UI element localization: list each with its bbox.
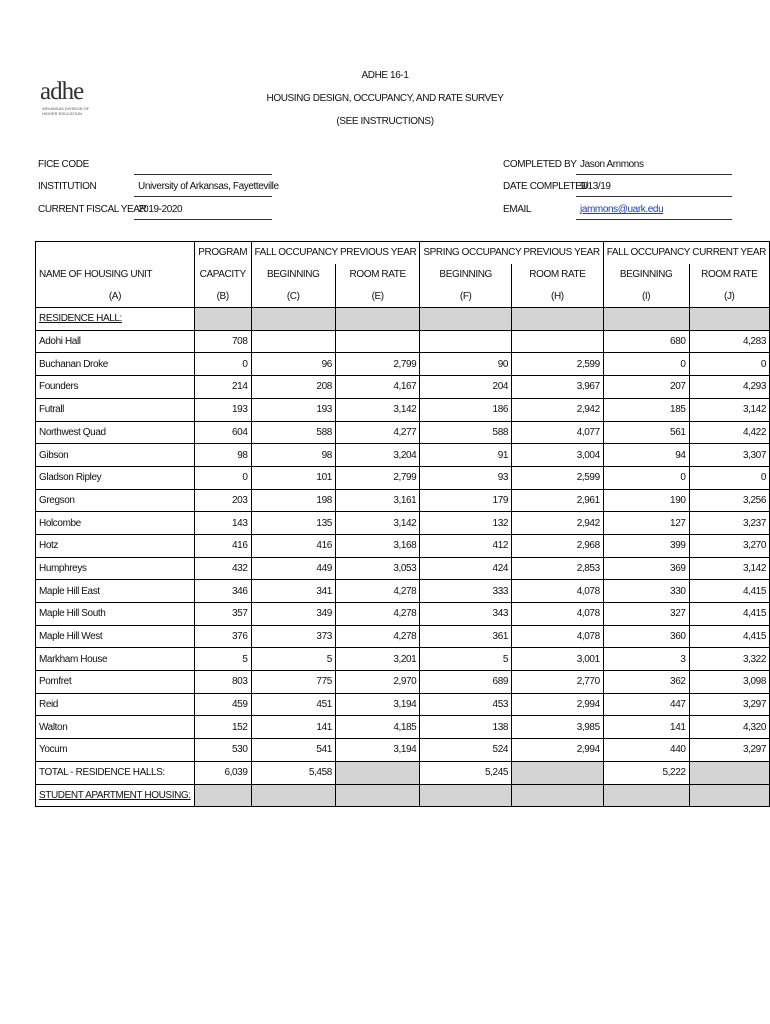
- fall-curr-beginning-cell: 362: [603, 671, 689, 694]
- fall-prev-room-rate-cell: 2,970: [335, 671, 419, 694]
- fall-curr-beginning-cell: 360: [603, 625, 689, 648]
- total-spring-prev-beginning: 5,245: [420, 761, 512, 784]
- spring-prev-beginning-cell: 424: [420, 557, 512, 580]
- table-row: [36, 603, 770, 626]
- fall-prev-beginning-cell: 135: [251, 512, 335, 535]
- fall-prev-room-rate-cell: 3,201: [335, 648, 419, 671]
- fall-prev-beginning-cell: 416: [251, 534, 335, 557]
- housing-unit-name: Futrall: [36, 398, 195, 421]
- fall-prev-header: FALL OCCUPANCY PREVIOUS YEAR: [251, 242, 420, 264]
- capacity-cell: 98: [194, 444, 251, 467]
- table-row: [36, 421, 770, 444]
- fall-prev-beginning-cell: 98: [251, 444, 335, 467]
- program-header: PROGRAM: [194, 242, 251, 264]
- completed-by-label: COMPLETED BY: [503, 159, 577, 170]
- fall-curr-room-rate-header: ROOM RATE: [689, 264, 769, 286]
- fall-curr-beginning-cell: 190: [603, 489, 689, 512]
- fall-curr-room-rate-cell: 3,322: [689, 648, 769, 671]
- fall-curr-room-rate-cell: 0: [689, 353, 769, 376]
- fall-prev-beginning-cell: 349: [251, 603, 335, 626]
- fall-curr-beginning-cell: 680: [603, 330, 689, 353]
- institution-label: INSTITUTION: [38, 181, 97, 192]
- completed-by-underline: [576, 174, 732, 175]
- fall-curr-header: FALL OCCUPANCY CURRENT YEAR: [603, 242, 769, 264]
- shaded-cell: [512, 761, 604, 784]
- shaded-cell: [689, 761, 769, 784]
- fall-prev-room-rate-cell: 2,799: [335, 353, 419, 376]
- housing-unit-name: Hotz: [36, 534, 195, 557]
- spring-prev-room-rate-cell: 3,967: [512, 376, 604, 399]
- spring-prev-beginning-cell: 179: [420, 489, 512, 512]
- column-letter-row: [36, 285, 770, 307]
- spring-prev-room-rate-cell: 4,078: [512, 603, 604, 626]
- spring-prev-room-rate-cell: 2,942: [512, 512, 604, 535]
- column-letter: (A): [36, 285, 195, 307]
- housing-unit-name: Yocum: [36, 739, 195, 762]
- spring-prev-beginning-header: BEGINNING: [420, 264, 512, 286]
- column-letter: (I): [603, 285, 689, 307]
- fall-prev-room-rate-cell: 3,053: [335, 557, 419, 580]
- fall-curr-room-rate-cell: 4,422: [689, 421, 769, 444]
- spring-prev-room-rate-cell: 2,770: [512, 671, 604, 694]
- table-row: [36, 693, 770, 716]
- fall-prev-beginning-cell: 198: [251, 489, 335, 512]
- housing-unit-name: Buchanan Droke: [36, 353, 195, 376]
- spring-prev-beginning-cell: 333: [420, 580, 512, 603]
- housing-unit-name: Walton: [36, 716, 195, 739]
- fall-prev-room-rate-cell: 3,168: [335, 534, 419, 557]
- column-letter: (E): [335, 285, 419, 307]
- institution-underline: [134, 196, 272, 197]
- total-fall-prev-beginning: 5,458: [251, 761, 335, 784]
- shaded-cell: [194, 784, 251, 807]
- table-row: [36, 376, 770, 399]
- fall-prev-beginning-cell: 341: [251, 580, 335, 603]
- fall-curr-room-rate-cell: 3,098: [689, 671, 769, 694]
- apartment-section-label: STUDENT APARTMENT HOUSING:: [36, 784, 195, 807]
- spring-prev-beginning-cell: 204: [420, 376, 512, 399]
- fall-prev-beginning-cell: 208: [251, 376, 335, 399]
- fall-curr-room-rate-cell: 3,256: [689, 489, 769, 512]
- housing-unit-name: Northwest Quad: [36, 421, 195, 444]
- fall-prev-room-rate-cell: 4,278: [335, 625, 419, 648]
- spring-prev-beginning-cell: 361: [420, 625, 512, 648]
- sub-header-row: [36, 264, 770, 286]
- fall-curr-room-rate-cell: 4,283: [689, 330, 769, 353]
- total-fall-curr-beginning: 5,222: [603, 761, 689, 784]
- spring-prev-room-rate-cell: 4,077: [512, 421, 604, 444]
- fall-prev-room-rate-cell: 3,142: [335, 512, 419, 535]
- fiscal-year-underline: [134, 219, 272, 220]
- housing-unit-name: Pomfret: [36, 671, 195, 694]
- spring-prev-beginning-cell: 453: [420, 693, 512, 716]
- date-completed-label: DATE COMPLETED: [503, 181, 589, 192]
- shaded-cell: [251, 784, 335, 807]
- capacity-cell: 5: [194, 648, 251, 671]
- capacity-cell: 152: [194, 716, 251, 739]
- fall-curr-room-rate-cell: 3,297: [689, 739, 769, 762]
- fall-curr-beginning-cell: 447: [603, 693, 689, 716]
- total-capacity: 6,039: [194, 761, 251, 784]
- capacity-cell: 0: [194, 466, 251, 489]
- fall-curr-beginning-cell: 3: [603, 648, 689, 671]
- housing-unit-name: Maple Hill East: [36, 580, 195, 603]
- fall-prev-room-rate-cell: 4,167: [335, 376, 419, 399]
- spring-prev-beginning-cell: 588: [420, 421, 512, 444]
- fall-prev-beginning-cell: [251, 330, 335, 353]
- table-row: [36, 625, 770, 648]
- fice-code-label: FICE CODE: [38, 159, 89, 170]
- fice-code-underline: [134, 174, 272, 175]
- table-row: [36, 353, 770, 376]
- form-number: ADHE 16-1: [361, 70, 409, 81]
- fall-prev-beginning-cell: 5: [251, 648, 335, 671]
- fall-prev-room-rate-cell: 4,277: [335, 421, 419, 444]
- fall-curr-room-rate-cell: 4,415: [689, 580, 769, 603]
- spring-prev-room-rate-cell: 3,004: [512, 444, 604, 467]
- fall-curr-room-rate-cell: 3,142: [689, 398, 769, 421]
- fall-curr-beginning-cell: 94: [603, 444, 689, 467]
- capacity-cell: 203: [194, 489, 251, 512]
- fall-prev-beginning-cell: 541: [251, 739, 335, 762]
- spring-prev-room-rate-cell: 4,078: [512, 625, 604, 648]
- table-row: [36, 466, 770, 489]
- fall-curr-beginning-cell: 330: [603, 580, 689, 603]
- fall-curr-beginning-cell: 440: [603, 739, 689, 762]
- table-row: [36, 398, 770, 421]
- fall-curr-beginning-cell: 0: [603, 353, 689, 376]
- shaded-cell: [512, 308, 604, 331]
- fall-prev-room-rate-cell: 3,194: [335, 739, 419, 762]
- form-instructions-note: (SEE INSTRUCTIONS): [336, 116, 434, 127]
- table-row: [36, 512, 770, 535]
- spring-prev-room-rate-cell: 3,985: [512, 716, 604, 739]
- fall-prev-beginning-cell: 449: [251, 557, 335, 580]
- group-header-row: [36, 242, 770, 264]
- spring-prev-room-rate-cell: 2,599: [512, 353, 604, 376]
- fall-prev-beginning-cell: 373: [251, 625, 335, 648]
- spring-prev-room-rate-header: ROOM RATE: [512, 264, 604, 286]
- spring-prev-room-rate-cell: 2,942: [512, 398, 604, 421]
- fall-curr-beginning-cell: 207: [603, 376, 689, 399]
- housing-unit-name: Humphreys: [36, 557, 195, 580]
- fall-curr-beginning-cell: 399: [603, 534, 689, 557]
- capacity-cell: 214: [194, 376, 251, 399]
- shaded-cell: [689, 784, 769, 807]
- residence-hall-section-row: [36, 308, 770, 331]
- spring-prev-beginning-cell: 689: [420, 671, 512, 694]
- table-row: [36, 330, 770, 353]
- fall-prev-beginning-cell: 141: [251, 716, 335, 739]
- fall-curr-beginning-cell: 0: [603, 466, 689, 489]
- shaded-cell: [603, 784, 689, 807]
- email-label: EMAIL: [503, 204, 532, 215]
- table-row: [36, 580, 770, 603]
- fall-prev-room-rate-cell: 3,161: [335, 489, 419, 512]
- table-row: [36, 557, 770, 580]
- spring-prev-beginning-cell: 132: [420, 512, 512, 535]
- fiscal-year-value: 2019-2020: [138, 204, 183, 215]
- fall-curr-room-rate-cell: 4,293: [689, 376, 769, 399]
- fall-curr-beginning-header: BEGINNING: [603, 264, 689, 286]
- fall-curr-room-rate-cell: 0: [689, 466, 769, 489]
- column-letter: (B): [194, 285, 251, 307]
- logo-wordmark: adhe: [40, 78, 84, 105]
- date-completed-value: 9/13/19: [580, 181, 611, 192]
- shaded-cell: [251, 308, 335, 331]
- fall-prev-beginning-cell: 451: [251, 693, 335, 716]
- housing-unit-name: Gibson: [36, 444, 195, 467]
- capacity-header: CAPACITY: [194, 264, 251, 286]
- fall-curr-beginning-cell: 561: [603, 421, 689, 444]
- shaded-cell: [512, 784, 604, 807]
- fall-curr-room-rate-cell: 3,237: [689, 512, 769, 535]
- housing-survey-table: [35, 241, 770, 807]
- table-row: [36, 444, 770, 467]
- housing-unit-name: Reid: [36, 693, 195, 716]
- date-completed-underline: [576, 196, 732, 197]
- fall-prev-room-rate-cell: 4,185: [335, 716, 419, 739]
- spring-prev-beginning-cell: 186: [420, 398, 512, 421]
- capacity-cell: 193: [194, 398, 251, 421]
- form-title: HOUSING DESIGN, OCCUPANCY, AND RATE SURVEY: [266, 93, 504, 104]
- fall-prev-room-rate-cell: [335, 330, 419, 353]
- capacity-cell: 143: [194, 512, 251, 535]
- capacity-cell: 530: [194, 739, 251, 762]
- email-underline: [576, 219, 732, 220]
- fall-prev-room-rate-cell: 4,278: [335, 580, 419, 603]
- capacity-cell: 604: [194, 421, 251, 444]
- email-link[interactable]: jammons@uark.edu: [580, 204, 664, 215]
- fall-curr-room-rate-cell: 3,307: [689, 444, 769, 467]
- spring-prev-beginning-cell: 5: [420, 648, 512, 671]
- spring-prev-beginning-cell: 93: [420, 466, 512, 489]
- total-label: TOTAL - RESIDENCE HALLS:: [36, 761, 195, 784]
- fall-prev-room-rate-cell: 2,799: [335, 466, 419, 489]
- name-header: NAME OF HOUSING UNIT: [36, 264, 195, 286]
- housing-unit-name: Markham House: [36, 648, 195, 671]
- table-row: [36, 534, 770, 557]
- fall-curr-beginning-cell: 327: [603, 603, 689, 626]
- fall-prev-room-rate-cell: 3,142: [335, 398, 419, 421]
- capacity-cell: 376: [194, 625, 251, 648]
- fall-prev-room-rate-header: ROOM RATE: [335, 264, 419, 286]
- fall-curr-beginning-cell: 185: [603, 398, 689, 421]
- shaded-cell: [689, 308, 769, 331]
- spring-prev-room-rate-cell: [512, 330, 604, 353]
- spring-prev-beginning-cell: 524: [420, 739, 512, 762]
- housing-unit-name: Gregson: [36, 489, 195, 512]
- table-row: [36, 489, 770, 512]
- residence-hall-section-label: RESIDENCE HALL:: [36, 308, 195, 331]
- fall-prev-beginning-cell: 96: [251, 353, 335, 376]
- table-row: [36, 716, 770, 739]
- fall-curr-beginning-cell: 127: [603, 512, 689, 535]
- shaded-cell: [194, 308, 251, 331]
- fall-curr-beginning-cell: 369: [603, 557, 689, 580]
- fall-prev-beginning-cell: 193: [251, 398, 335, 421]
- housing-unit-name: Adohi Hall: [36, 330, 195, 353]
- shaded-cell: [335, 761, 419, 784]
- spring-prev-room-rate-cell: 4,078: [512, 580, 604, 603]
- capacity-cell: 708: [194, 330, 251, 353]
- spring-prev-room-rate-cell: 2,968: [512, 534, 604, 557]
- capacity-cell: 346: [194, 580, 251, 603]
- fall-prev-room-rate-cell: 3,194: [335, 693, 419, 716]
- spring-prev-beginning-cell: 343: [420, 603, 512, 626]
- spring-prev-room-rate-cell: 2,994: [512, 693, 604, 716]
- fall-curr-room-rate-cell: 4,415: [689, 603, 769, 626]
- capacity-cell: 432: [194, 557, 251, 580]
- spring-prev-beginning-cell: 90: [420, 353, 512, 376]
- fall-curr-room-rate-cell: 3,297: [689, 693, 769, 716]
- total-row: [36, 761, 770, 784]
- institution-value: University of Arkansas, Fayetteville: [138, 181, 279, 192]
- completed-by-value: Jason Ammons: [580, 159, 644, 170]
- spring-prev-beginning-cell: 138: [420, 716, 512, 739]
- fall-prev-beginning-cell: 101: [251, 466, 335, 489]
- fall-curr-room-rate-cell: 3,270: [689, 534, 769, 557]
- spring-prev-beginning-cell: [420, 330, 512, 353]
- column-letter: (H): [512, 285, 604, 307]
- fall-curr-room-rate-cell: 4,320: [689, 716, 769, 739]
- spring-prev-room-rate-cell: 2,994: [512, 739, 604, 762]
- fall-prev-room-rate-cell: 3,204: [335, 444, 419, 467]
- column-letter: (J): [689, 285, 769, 307]
- shaded-cell: [603, 308, 689, 331]
- fall-prev-beginning-header: BEGINNING: [251, 264, 335, 286]
- shaded-cell: [420, 784, 512, 807]
- table-row: [36, 739, 770, 762]
- column-letter: (F): [420, 285, 512, 307]
- fall-prev-room-rate-cell: 4,278: [335, 603, 419, 626]
- fall-prev-beginning-cell: 775: [251, 671, 335, 694]
- housing-unit-name: Gladson Ripley: [36, 466, 195, 489]
- shaded-cell: [335, 308, 419, 331]
- capacity-cell: 803: [194, 671, 251, 694]
- fall-prev-beginning-cell: 588: [251, 421, 335, 444]
- housing-unit-name: Founders: [36, 376, 195, 399]
- housing-unit-name: Maple Hill South: [36, 603, 195, 626]
- table-row: [36, 648, 770, 671]
- capacity-cell: 416: [194, 534, 251, 557]
- logo-subtitle: ARKANSAS DIVISION OF HIGHER EDUCATION: [42, 106, 90, 116]
- spring-prev-beginning-cell: 91: [420, 444, 512, 467]
- column-letter: (C): [251, 285, 335, 307]
- fall-curr-room-rate-cell: 3,142: [689, 557, 769, 580]
- shaded-cell: [420, 308, 512, 331]
- spring-prev-room-rate-cell: 2,961: [512, 489, 604, 512]
- capacity-cell: 0: [194, 353, 251, 376]
- spring-prev-room-rate-cell: 3,001: [512, 648, 604, 671]
- fall-curr-room-rate-cell: 4,415: [689, 625, 769, 648]
- spring-prev-beginning-cell: 412: [420, 534, 512, 557]
- fiscal-year-label: CURRENT FISCAL YEAR: [38, 204, 147, 215]
- shaded-cell: [335, 784, 419, 807]
- spring-prev-room-rate-cell: 2,599: [512, 466, 604, 489]
- blank-cell: [36, 242, 195, 264]
- table-row: [36, 671, 770, 694]
- capacity-cell: 459: [194, 693, 251, 716]
- apartment-section-row: [36, 784, 770, 807]
- housing-unit-name: Holcombe: [36, 512, 195, 535]
- spring-prev-header: SPRING OCCUPANCY PREVIOUS YEAR: [420, 242, 603, 264]
- housing-unit-name: Maple Hill West: [36, 625, 195, 648]
- fall-curr-beginning-cell: 141: [603, 716, 689, 739]
- capacity-cell: 357: [194, 603, 251, 626]
- spring-prev-room-rate-cell: 2,853: [512, 557, 604, 580]
